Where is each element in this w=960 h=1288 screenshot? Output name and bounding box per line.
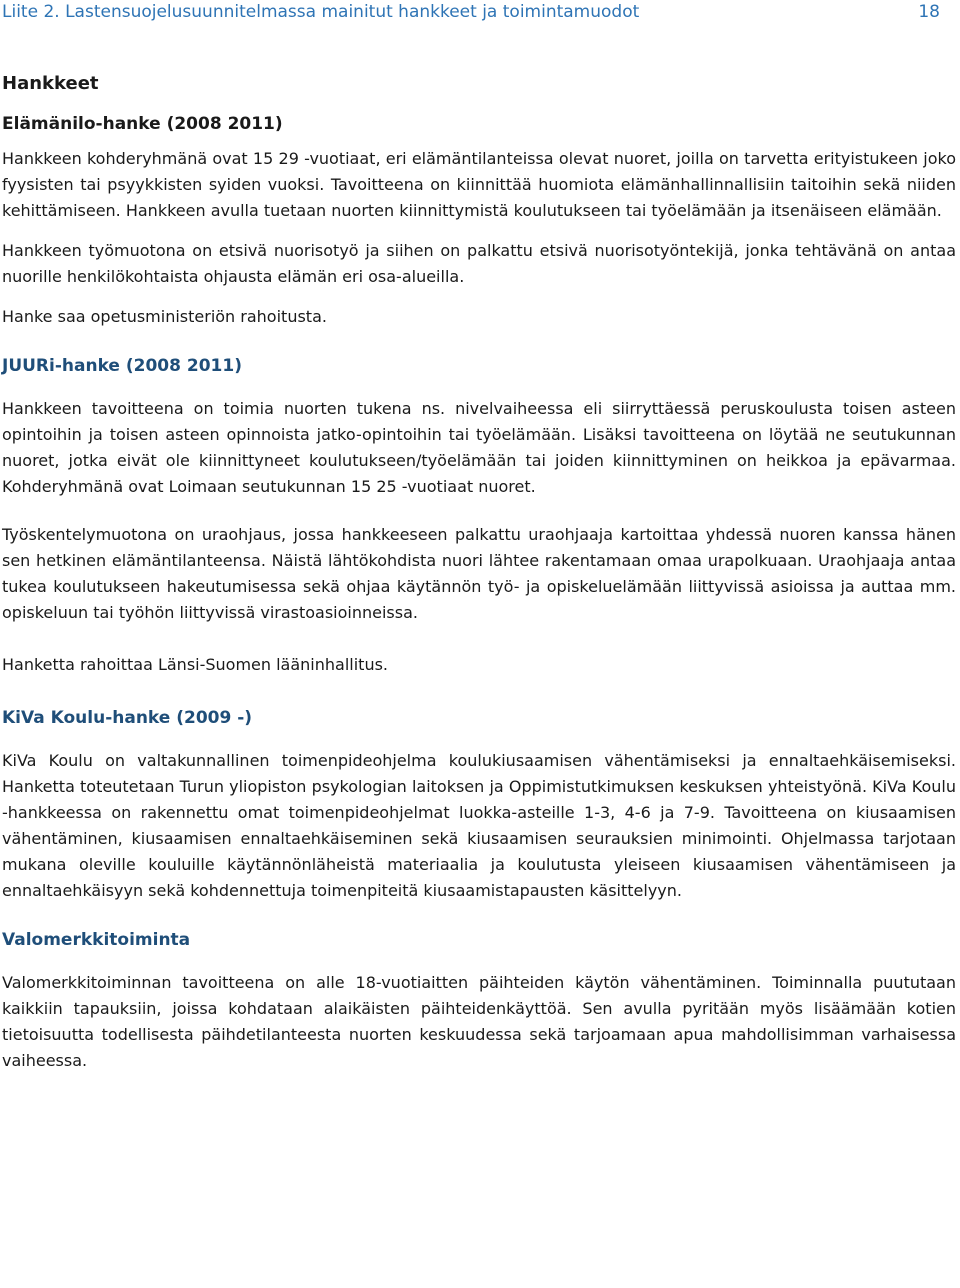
paragraph: Työskentelymuotona on uraohjaus, jossa hankkeeseen palkattu uraohjaaja kartoittaa yhdessä nuoren kanssa hänen sen hetkinen elämäntilanteensa. Näistä lähtökohdista nuori lähtee rakentamaan omaa urapolkuaan. Uraohjaaja antaa tukea koulutukseen hakeutumisessa sekä ohjaa käytännön työ- ja opiskeluelämään liittyvissä asioissa ja auttaa mm. opiskeluun tai työhön liittyvissä virastoasioinneissa.	[2, 525, 956, 622]
header-title: Liite 2. Lastensuojelusuunnitelmassa mainitut hankkeet ja toimintamuodot	[2, 2, 640, 22]
paragraph: Hankkeen tavoitteena on toimia nuorten tukena ns. nivelvaiheessa eli siirryttäessä peruskoulusta toisen asteen opintoihin ja toisen asteen opinnoista jatko-opintoihin tai työelämään. Lisäksi tavoitteena on löytää ne seutukunnan nuoret, jotka eivät ole kiinnittyneet koulutukseen/työelämään tai joiden kiinnittyminen on heikkoa ja epävarmaa. Kohderyhmänä ovat Loimaan seutukunnan 15 25 -vuotiaat nuoret.	[2, 399, 956, 496]
section-heading-elamanilo: Elämänilo-hanke (2008 2011)	[2, 114, 283, 134]
section-heading-kiva: KiVa Koulu-hanke (2009 -)	[2, 708, 253, 728]
paragraph: Valomerkkitoiminnan tavoitteena on alle 18-vuotiaitten päihteiden käytön vähentäminen. Toiminnalla puututaan kaikkiin tapauksiin, joissa kohdataan alaikäisten päihteidenkäyttöä. Sen avulla pyritään myös lisäämään kotien tietoisuutta todellisesta päihdetilanteesta nuorten keskuudessa sekä tarjoamaan apua mahdollisimman varhaisessa vaiheessa.	[2, 973, 956, 1070]
page-header	[2, 2, 956, 26]
main-heading: Hankkeet	[2, 73, 99, 94]
paragraph: Hanke saa opetusministeriön rahoitusta.	[2, 307, 327, 326]
paragraph: KiVa Koulu on valtakunnallinen toimenpideohjelma koulukiusaamisen vähentämiseksi ja ennaltaehkäisemiseksi. Hanketta toteutetaan Turun yliopiston psykologian laitoksen ja Oppimistutkimuksen keskuksen yhteistyönä. KiVa Koulu -hankkeessa on rakennettu omat toimenpideohjelmat luokka-asteille 1-3, 4-6 ja 7-9. Tavoitteena on kiusaamisen vähentäminen, kiusaamisen ennaltaehkäiseminen sekä kiusaamisen seurauksien minimointi. Ohjelmassa tarjotaan mukana oleville kouluille käytännönläheistä materiaalia ja koulutusta yleiseen kiusaamisen vähentämiseen ja ennaltaehkäisyyn sekä kohdennettuja toimenpiteitä kiusaamistapausten käsittelyyn.	[2, 751, 956, 900]
section-heading-valomerkki: Valomerkkitoiminta	[2, 930, 191, 950]
section-heading-juuri: JUURi-hanke (2008 2011)	[2, 356, 242, 376]
paragraph: Hankkeen työmuotona on etsivä nuorisotyö ja siihen on palkattu etsivä nuorisotyöntekijä, jonka tehtävänä on antaa nuorille henkilökohtaista ohjausta elämän eri osa-alueilla.	[2, 241, 956, 286]
paragraph: Hanketta rahoittaa Länsi-Suomen lääninhallitus.	[2, 655, 389, 674]
document-page	[2, 0, 956, 1074]
paragraph: Hankkeen kohderyhmänä ovat 15 29 -vuotiaat, eri elämäntilanteissa olevat nuoret, joilla on tarvetta erityistukeen joko fyysisten tai psyykkisten syiden vuoksi. Tavoitteena on kiinnittää huomiota elämänhallinnallisiin taitoihin sekä niiden kehittämiseen. Hankkeen avulla tuetaan nuorten kiinnittymistä koulutukseen tai työelämään ja itsenäiseen elämään.	[2, 149, 956, 220]
page-number: 18	[918, 2, 940, 22]
